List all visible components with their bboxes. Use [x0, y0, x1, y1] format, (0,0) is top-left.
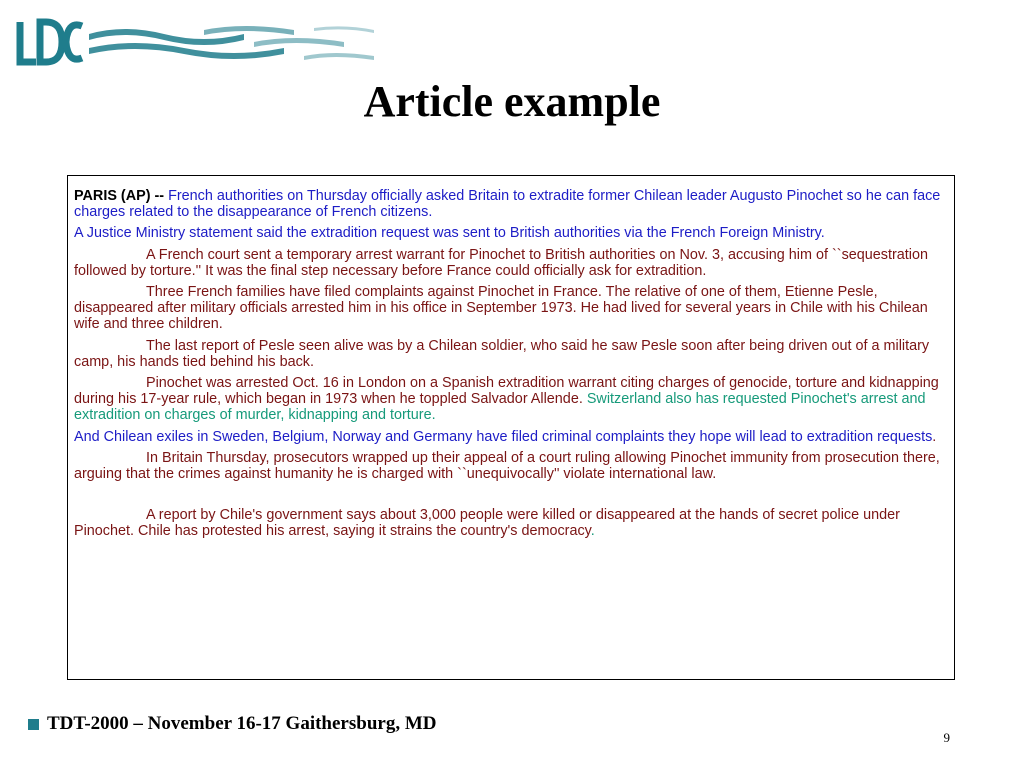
ldc-logo: [14, 18, 379, 68]
article-paragraph-7: [74, 429, 948, 445]
paragraph-9-period: .: [590, 523, 595, 540]
page-number: 9: [943, 730, 950, 745]
article-paragraph-5: [74, 338, 948, 370]
article-paragraph-6: [74, 375, 948, 424]
paragraph-9-text: A report by Chile's government says about 3,000 people were killed or disappeared at the hands of secret police under Pinochet. Chile has protested his arrest, saying it strains the country's democracy: [74, 507, 900, 540]
paragraph-7-text: And Chilean exiles in Sweden, Belgium, Norway and Germany have filed criminal complaints they hope will lead to extradition requests: [74, 428, 933, 445]
logo-waves: [89, 26, 374, 60]
paragraph-4-text: Three French families have filed complaints against Pinochet in France. The relative of one of them, Etienne Pesle, disappeared after military officials arrested him in his office in September 1973. He had lived for several years in Chile with his Chilean wife and three children.: [74, 284, 928, 333]
footer-text: TDT-2000 – November 16-17 Gaithersburg, MD: [47, 713, 437, 734]
paragraph-8-text: In Britain Thursday, prosecutors wrapped up their appeal of a court ruling allowing Pinochet immunity from prosecution there, arguing that the crimes against humanity he is charged with ``unequivocally'' violate international law.: [74, 449, 940, 483]
article-paragraph-3: [74, 247, 948, 279]
ldc-letters: [20, 22, 82, 62]
article-paragraph-8: [74, 450, 948, 482]
article-paragraph-4: [74, 284, 948, 333]
paragraph-5-text: The last report of Pesle seen alive was by a Chilean soldier, who said he saw Pesle soon after being driven out of a military camp, his hands tied behind his back.: [74, 337, 930, 370]
article-paragraph-9: [74, 507, 948, 539]
paragraph-6-text-a: Pinochet was arrested Oct. 16 in London on a Spanish extradition warrant citing charges of genocide, torture and kidnapping during his 17-year rule, which began in 1973 when he toppled Salvador Allende.: [74, 375, 939, 408]
paragraph-3-text: A French court sent a temporary arrest warrant for Pinochet to British authorities on Nov. 3, accusing him of ``sequestration followed by torture.'' It was the final step necessary before France could officially ask for extradition.: [74, 246, 928, 279]
paragraph-1-text: French authorities on Thursday officially asked Britain to extradite former Chilean leader Augusto Pinochet so he can face charges related to the disappearance of French citizens.: [74, 188, 941, 221]
dateline: PARIS (AP) --: [74, 188, 165, 204]
page-title: Article example: [363, 77, 661, 126]
logo-text: LDC: [14, 18, 17, 19]
footer: [28, 713, 436, 735]
article-paragraph-1: [74, 188, 948, 220]
paragraph-6-text-b: Switzerland also has requested Pinochet's arrest and extradition on charges of murder, kidnapping and torture.: [74, 391, 926, 424]
article-paragraph-2: A Justice Ministry statement said the extradition request was sent to British authorities via the French Foreign Ministry.: [74, 225, 825, 242]
paragraph-7-period: .: [932, 428, 937, 445]
article-box: [67, 175, 955, 680]
square-bullet-icon: [28, 719, 39, 730]
